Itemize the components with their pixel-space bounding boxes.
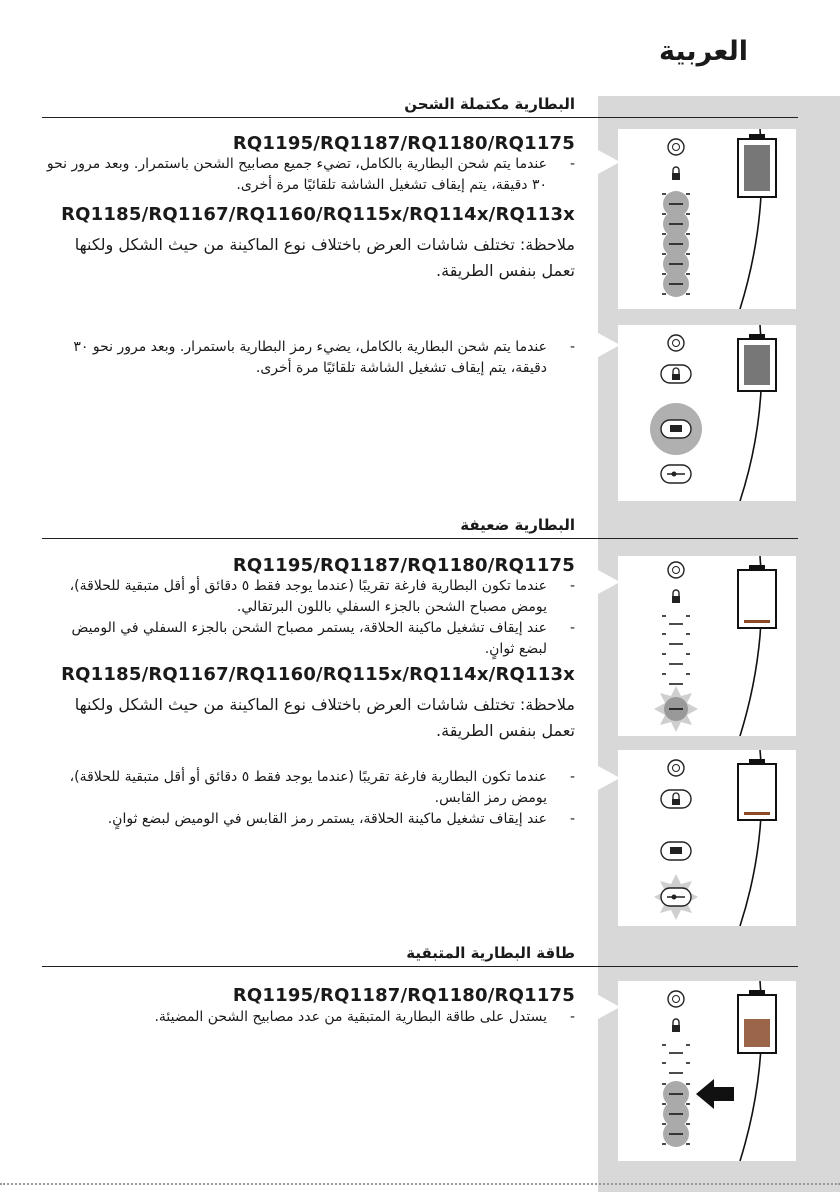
battery-symbol-lit [650, 403, 702, 455]
instruction-paragraph [40, 154, 575, 196]
model-heading: RQ1195/RQ1187/RQ1180/RQ1175 [232, 985, 575, 1006]
display-illustration-remaining [618, 981, 796, 1161]
lock-icon [661, 365, 691, 383]
display-illustration-lamps-low [618, 556, 796, 736]
bullet-dash: - [569, 339, 575, 355]
plug-icon [661, 465, 691, 483]
bullet-dash: - [569, 620, 575, 636]
pointer-arrow [598, 570, 620, 594]
instruction-text: عندما تكون البطارية فارغة تقريبًا (عندما يوجد فقط ٥ دقائق أو أقل متبقية للحلاقة)، يومض رمز القابس. [69, 769, 547, 806]
pointer-arrow [598, 995, 620, 1019]
display-illustration-symbols-full [618, 325, 796, 501]
pointer-arrow [598, 150, 620, 174]
display-illustration-symbols-low [618, 750, 796, 926]
bullet-dash: - [569, 811, 575, 827]
display-illustration-lamps-full [618, 129, 796, 309]
model-heading: RQ1195/RQ1187/RQ1180/RQ1175 [232, 133, 575, 154]
instruction-text: عندما يتم شحن البطارية بالكامل، يضيء رمز البطارية باستمرار. وبعد مرور نحو ٣٠ دقيقة، يتم إيقاف تشغيل الشاشة تلقائيًا مرة أخرى. [73, 339, 547, 376]
battery-icon [738, 990, 776, 1053]
page-edge-dots [0, 1183, 840, 1185]
instruction-text: يستدل على طاقة البطارية المتبقية من عدد مصابيح الشحن المضيئة. [154, 1009, 547, 1025]
language-title: العربية [659, 36, 748, 67]
instruction-text: عندما تكون البطارية فارغة تقريبًا (عندما يوجد فقط ٥ دقائق أو أقل متبقية للحلاقة)، يومض مصباح الشحن بالجزء السفلي باللون البرتقالي. [69, 578, 547, 615]
section-title-low: البطارية ضعيفة [460, 516, 575, 534]
model-heading: RQ1185/RQ1167/RQ1160/RQ115x/RQ114x/RQ113x [61, 664, 575, 685]
instruction-text: عند إيقاف تشغيل ماكينة الحلاقة، يستمر مصباح الشحن بالجزء السفلي في الوميض لبضع ثوانٍ. [71, 620, 547, 657]
instruction-paragraph [40, 576, 575, 660]
lock-icon [661, 790, 691, 808]
bullet-dash: - [569, 578, 575, 594]
instruction-text: عندما يتم شحن البطارية بالكامل، تضيء جميع مصابيح الشحن باستمرار. وبعد مرور نحو ٣٠ دقيقة، يتم إيقاف تشغيل الشاشة تلقائيًا مرة أخرى. [46, 156, 547, 193]
charging-lamps [662, 191, 690, 297]
pointer-arrow [598, 333, 620, 357]
instruction-text: عند إيقاف تشغيل ماكينة الحلاقة، يستمر رمز القابس في الوميض لبضع ثوانٍ. [107, 811, 547, 827]
instruction-paragraph [40, 767, 575, 830]
section-rule [42, 966, 798, 967]
battery-icon [738, 334, 776, 391]
battery-icon [738, 134, 776, 197]
model-heading: RQ1185/RQ1167/RQ1160/RQ115x/RQ114x/RQ113x [61, 204, 575, 225]
battery-icon [738, 759, 776, 820]
section-title-full: البطارية مكتملة الشحن [404, 95, 575, 113]
note-text: ملاحظة: تختلف شاشات العرض باختلاف نوع الماكينة من حيث الشكل ولكنها تعمل بنفس الطريقة. [74, 235, 575, 280]
bullet-dash: - [569, 1009, 575, 1025]
pointer-arrow [598, 766, 620, 790]
model-heading: RQ1195/RQ1187/RQ1180/RQ1175 [232, 555, 575, 576]
battery-symbol [661, 842, 691, 860]
bullet-dash: - [569, 156, 575, 172]
section-title-remaining: طاقة البطارية المتبقية [406, 944, 575, 962]
instruction-paragraph [40, 337, 575, 379]
section-rule [42, 538, 798, 539]
bullet-dash: - [569, 769, 575, 785]
battery-icon [738, 565, 776, 628]
instruction-paragraph [40, 1007, 575, 1028]
note-text: ملاحظة: تختلف شاشات العرض باختلاف نوع الماكينة من حيث الشكل ولكنها تعمل بنفس الطريقة. [74, 695, 575, 740]
section-rule [42, 117, 798, 118]
